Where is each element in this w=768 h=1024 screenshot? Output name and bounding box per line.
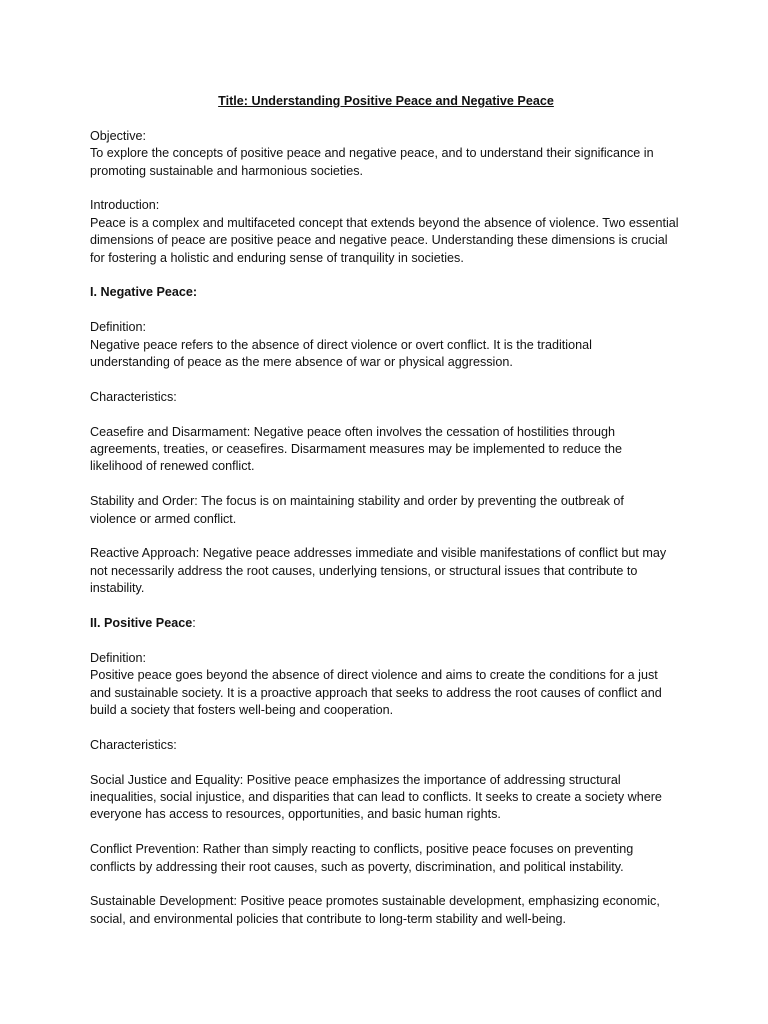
positive-peace-item-social-justice — [90, 772, 682, 824]
positive-peace-heading-colon: : — [192, 616, 196, 631]
introduction-line: dimensions of peace are positive peace and negative peace. Understanding these dimensions is crucial — [90, 233, 668, 248]
positive-peace-heading: II. Positive Peace — [90, 616, 193, 631]
positive-peace-characteristics-label: Characteristics: — [90, 737, 177, 752]
characteristic-line: Sustainable Development: Positive peace promotes sustainable development, emphasizing economic, — [90, 894, 660, 909]
negative-peace-item-ceasefire — [90, 424, 682, 476]
characteristic-line: Ceasefire and Disarmament: Negative peace often involves the cessation of hostilities through — [90, 424, 616, 439]
positive-peace-heading-row — [90, 615, 682, 632]
positive-peace-item-conflict-prevention — [90, 841, 682, 876]
characteristic-line: everyone has access to resources, opportunities, and basic human rights. — [90, 807, 501, 822]
characteristic-line: agreements, treaties, or ceasefires. Disarmament measures may be implemented to reduce the — [90, 442, 622, 457]
characteristic-line: Stability and Order: The focus is on maintaining stability and order by preventing the outbreak of — [90, 494, 624, 509]
definition-line: and sustainable society. It is a proactive approach that seeks to address the root causes of conflict and — [90, 685, 662, 700]
definition-label: Definition: — [90, 320, 147, 335]
characteristic-line: Social Justice and Equality: Positive peace emphasizes the importance of addressing structural — [90, 772, 621, 787]
characteristic-line: violence or armed conflict. — [90, 511, 237, 526]
characteristic-line: Conflict Prevention: Rather than simply reacting to conflicts, positive peace focuses on preventing — [90, 842, 634, 857]
document-title: Title: Understanding Positive Peace and Negative Peace — [218, 94, 554, 108]
characteristic-line: instability. — [90, 581, 145, 596]
characteristic-line: inequalities, social injustice, and disparities that can lead to conflicts. It seeks to create a society where — [90, 790, 662, 805]
objective-line: promoting sustainable and harmonious societies. — [90, 163, 364, 178]
positive-peace-item-sustainable-development — [90, 893, 682, 928]
definition-line: Negative peace refers to the absence of direct violence or overt conflict. It is the traditional — [90, 337, 592, 352]
definition-line: Positive peace goes beyond the absence of direct violence and aims to create the conditions for a just — [90, 668, 658, 683]
negative-peace-item-reactive — [90, 545, 682, 597]
document-body — [90, 93, 682, 946]
characteristic-line: likelihood of renewed conflict. — [90, 459, 255, 474]
objective-line: To explore the concepts of positive peace and negative peace, and to understand their significance in — [90, 146, 654, 161]
negative-peace-definition — [90, 319, 682, 371]
negative-peace-characteristics-label: Characteristics: — [90, 389, 177, 404]
introduction-section — [90, 197, 682, 267]
characteristic-line: not necessarily address the root causes, underlying tensions, or structural issues that contribute to — [90, 563, 638, 578]
definition-line: build a society that fosters well-being and cooperation. — [90, 703, 394, 718]
definition-line: understanding of peace as the mere absence of war or physical aggression. — [90, 355, 513, 370]
negative-peace-item-stability — [90, 493, 682, 528]
introduction-line: Peace is a complex and multifaceted concept that extends beyond the absence of violence. Two essential — [90, 215, 679, 230]
characteristic-line: conflicts by addressing their root causes, such as poverty, discrimination, and political instability. — [90, 859, 624, 874]
objective-label: Objective: — [90, 128, 146, 143]
positive-peace-definition — [90, 650, 682, 720]
negative-peace-heading: I. Negative Peace: — [90, 285, 198, 300]
introduction-line: for fostering a holistic and enduring sense of tranquility in societies. — [90, 250, 464, 265]
definition-label: Definition: — [90, 650, 147, 665]
characteristic-line: Reactive Approach: Negative peace addresses immediate and visible manifestations of conflict but may — [90, 546, 667, 561]
introduction-label: Introduction: — [90, 198, 160, 213]
characteristic-line: social, and environmental policies that contribute to long-term stability and well-being. — [90, 911, 567, 926]
objective-section — [90, 128, 682, 180]
